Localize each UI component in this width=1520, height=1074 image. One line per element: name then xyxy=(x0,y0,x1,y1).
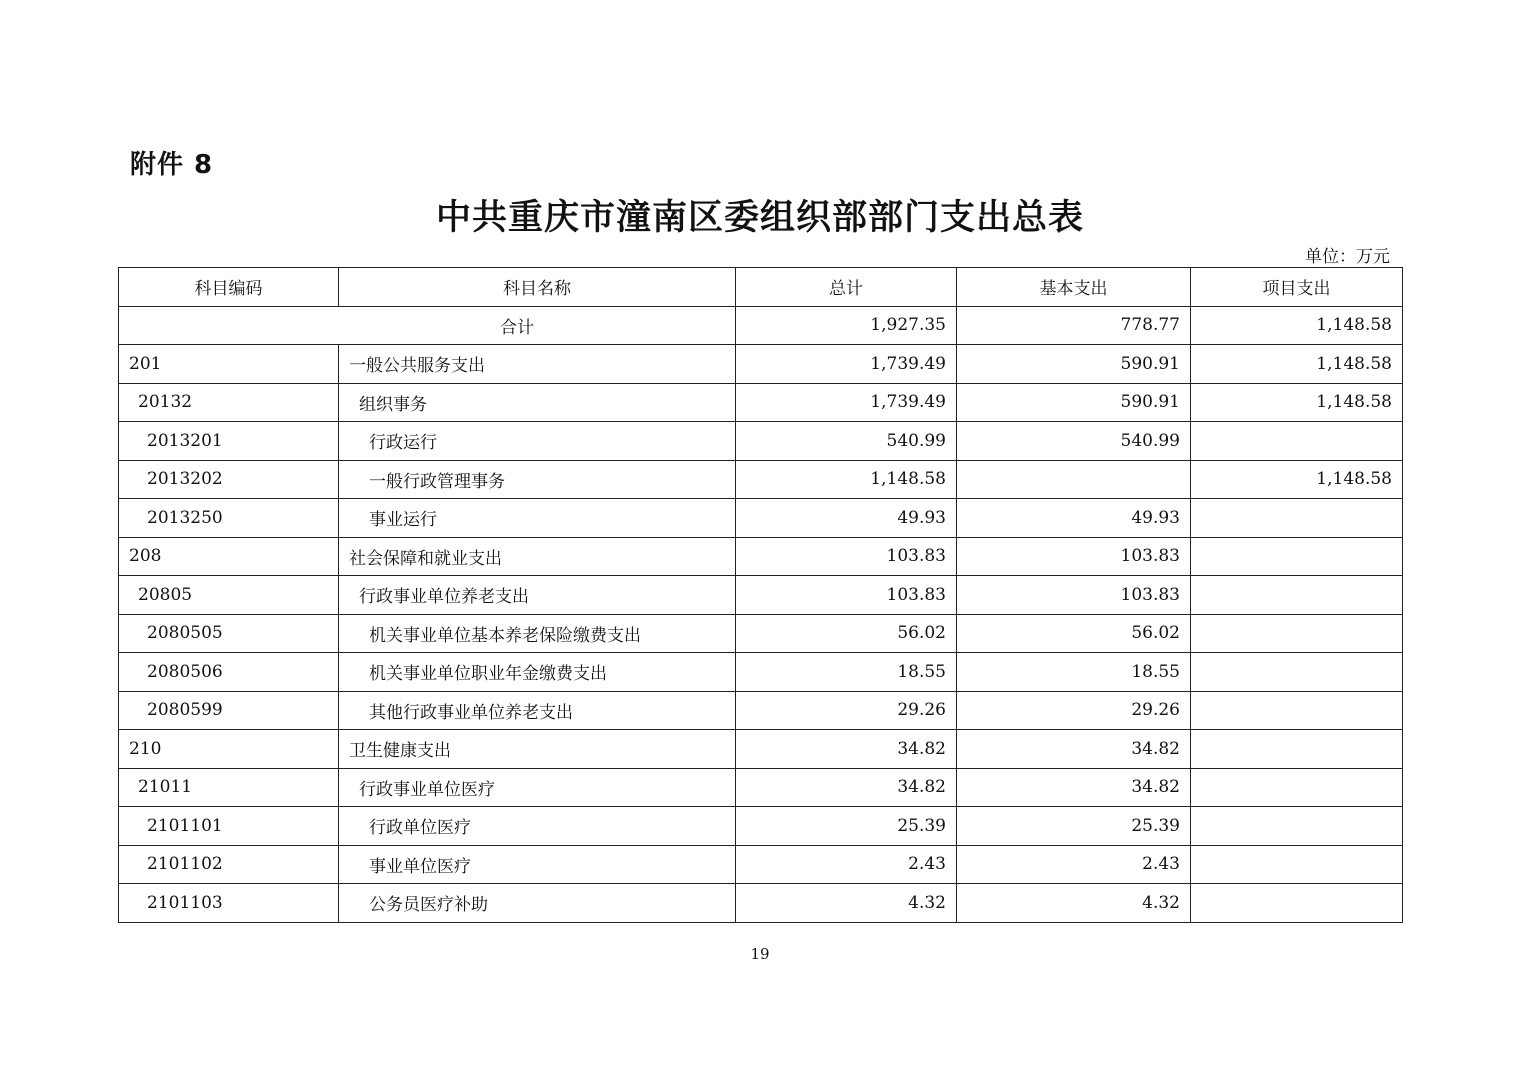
row-name: 行政事业单位养老支出 xyxy=(339,576,736,615)
row-project xyxy=(1191,614,1403,653)
row-name: 一般公共服务支出 xyxy=(339,345,736,384)
row-basic: 49.93 xyxy=(957,499,1191,538)
table-row xyxy=(119,422,1403,461)
row-total: 2.43 xyxy=(736,845,957,884)
row-name: 其他行政事业单位养老支出 xyxy=(339,691,736,730)
row-code: 201 xyxy=(119,345,339,384)
row-name: 行政事业单位医疗 xyxy=(339,768,736,807)
row-total: 34.82 xyxy=(736,730,957,769)
row-total: 4.32 xyxy=(736,884,957,923)
row-total: 56.02 xyxy=(736,614,957,653)
row-total: 103.83 xyxy=(736,576,957,615)
table-row xyxy=(119,576,1403,615)
column-header-project: 项目支出 xyxy=(1191,268,1403,307)
row-project xyxy=(1191,576,1403,615)
row-name: 机关事业单位职业年金缴费支出 xyxy=(339,653,736,692)
row-code: 208 xyxy=(119,537,339,576)
row-total: 540.99 xyxy=(736,422,957,461)
row-code: 2080505 xyxy=(119,614,339,653)
total-row-project: 1,148.58 xyxy=(1191,306,1403,345)
table-row xyxy=(119,499,1403,538)
total-row-basic: 778.77 xyxy=(957,306,1191,345)
column-header-basic: 基本支出 xyxy=(957,268,1191,307)
row-basic: 34.82 xyxy=(957,768,1191,807)
total-row-total: 1,927.35 xyxy=(736,306,957,345)
row-total: 103.83 xyxy=(736,537,957,576)
row-name: 机关事业单位基本养老保险缴费支出 xyxy=(339,614,736,653)
row-project xyxy=(1191,691,1403,730)
row-project: 1,148.58 xyxy=(1191,460,1403,499)
row-basic xyxy=(957,460,1191,499)
row-basic: 4.32 xyxy=(957,884,1191,923)
row-project xyxy=(1191,422,1403,461)
row-code: 2101103 xyxy=(119,884,339,923)
row-code: 20805 xyxy=(119,576,339,615)
row-code: 21011 xyxy=(119,768,339,807)
row-name: 组织事务 xyxy=(339,383,736,422)
table-row xyxy=(119,345,1403,384)
row-name: 卫生健康支出 xyxy=(339,730,736,769)
table-row xyxy=(119,768,1403,807)
row-project: 1,148.58 xyxy=(1191,383,1403,422)
row-code: 2080599 xyxy=(119,691,339,730)
column-header-total: 总计 xyxy=(736,268,957,307)
row-code: 20132 xyxy=(119,383,339,422)
table-row xyxy=(119,537,1403,576)
row-name: 行政运行 xyxy=(339,422,736,461)
row-project xyxy=(1191,499,1403,538)
table-row xyxy=(119,845,1403,884)
table-header-row xyxy=(119,268,1403,307)
row-total: 29.26 xyxy=(736,691,957,730)
table-row xyxy=(119,383,1403,422)
row-name: 社会保障和就业支出 xyxy=(339,537,736,576)
table-row xyxy=(119,614,1403,653)
unit-label: 单位：万元 xyxy=(1305,247,1390,267)
row-basic: 18.55 xyxy=(957,653,1191,692)
row-total: 25.39 xyxy=(736,807,957,846)
row-project xyxy=(1191,845,1403,884)
table-row xyxy=(119,730,1403,769)
row-code: 2080506 xyxy=(119,653,339,692)
table-row xyxy=(119,807,1403,846)
table-row xyxy=(119,653,1403,692)
table-row xyxy=(119,460,1403,499)
row-project xyxy=(1191,807,1403,846)
row-code: 2101102 xyxy=(119,845,339,884)
row-total: 1,739.49 xyxy=(736,345,957,384)
column-header-code: 科目编码 xyxy=(119,268,339,307)
row-code: 2013250 xyxy=(119,499,339,538)
row-total: 49.93 xyxy=(736,499,957,538)
row-project xyxy=(1191,884,1403,923)
row-basic: 2.43 xyxy=(957,845,1191,884)
page-number: 19 xyxy=(750,945,770,963)
row-project xyxy=(1191,730,1403,769)
row-total: 1,148.58 xyxy=(736,460,957,499)
column-header-name: 科目名称 xyxy=(339,268,736,307)
expenditure-table xyxy=(118,267,1403,923)
row-total: 18.55 xyxy=(736,653,957,692)
row-basic: 34.82 xyxy=(957,730,1191,769)
table-row xyxy=(119,691,1403,730)
row-basic: 29.26 xyxy=(957,691,1191,730)
row-basic: 56.02 xyxy=(957,614,1191,653)
row-project: 1,148.58 xyxy=(1191,345,1403,384)
row-name: 事业运行 xyxy=(339,499,736,538)
row-code: 2013202 xyxy=(119,460,339,499)
row-basic: 25.39 xyxy=(957,807,1191,846)
row-name: 公务员医疗补助 xyxy=(339,884,736,923)
attachment-label: 附件 8 xyxy=(130,150,214,180)
total-row-label: 合计 xyxy=(119,306,736,345)
row-code: 2013201 xyxy=(119,422,339,461)
row-project xyxy=(1191,653,1403,692)
row-basic: 103.83 xyxy=(957,537,1191,576)
row-name: 行政单位医疗 xyxy=(339,807,736,846)
row-project xyxy=(1191,537,1403,576)
row-total: 1,739.49 xyxy=(736,383,957,422)
row-name: 一般行政管理事务 xyxy=(339,460,736,499)
total-row xyxy=(119,306,1403,345)
row-project xyxy=(1191,768,1403,807)
row-basic: 590.91 xyxy=(957,345,1191,384)
row-total: 34.82 xyxy=(736,768,957,807)
row-basic: 103.83 xyxy=(957,576,1191,615)
page-title: 中共重庆市潼南区委组织部部门支出总表 xyxy=(435,197,1084,238)
row-basic: 540.99 xyxy=(957,422,1191,461)
row-basic: 590.91 xyxy=(957,383,1191,422)
row-code: 2101101 xyxy=(119,807,339,846)
row-name: 事业单位医疗 xyxy=(339,845,736,884)
row-code: 210 xyxy=(119,730,339,769)
table-row xyxy=(119,884,1403,923)
